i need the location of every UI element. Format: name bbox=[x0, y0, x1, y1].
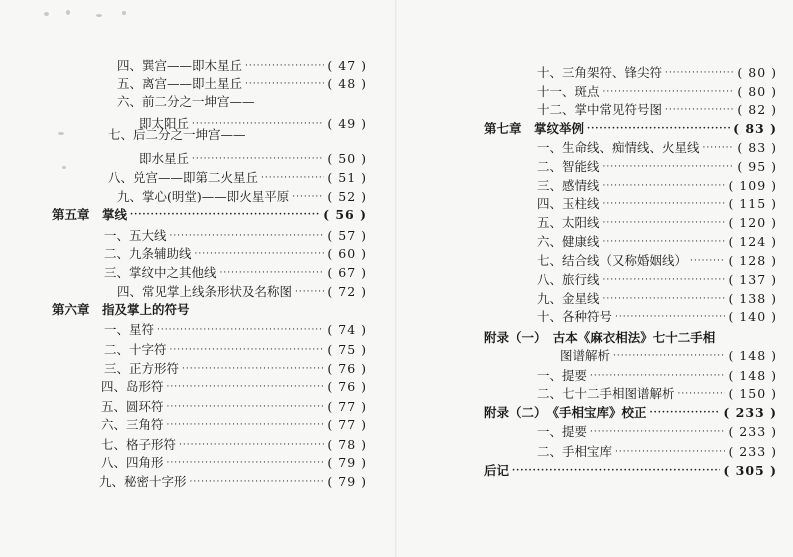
toc-entry-page: ( 137 ) bbox=[728, 272, 777, 287]
toc-entry-page: ( 77 ) bbox=[327, 417, 367, 432]
toc-chapter[interactable] bbox=[52, 299, 367, 321]
toc-entry-title: 附录（二） 《手相宝库》校正 bbox=[484, 405, 647, 420]
toc-entry-title: 第七章 掌纹举例 bbox=[484, 121, 585, 136]
toc-entry-title: 二、十字符 bbox=[104, 342, 167, 357]
toc-entry-title: 三、感情线 bbox=[537, 178, 600, 193]
leader-dots bbox=[157, 319, 324, 341]
toc-entry[interactable] bbox=[104, 319, 367, 341]
toc-entry-page: ( 72 ) bbox=[327, 284, 367, 299]
toc-entry-page: ( 49 ) bbox=[327, 116, 367, 131]
toc-entry-title: 七、结合线（又称婚姻线） bbox=[537, 253, 688, 268]
toc-entry-title: 一、星符 bbox=[104, 322, 155, 337]
leader-dots bbox=[512, 460, 720, 482]
toc-entry-page: ( 233 ) bbox=[728, 444, 777, 459]
scan-speck bbox=[96, 14, 102, 17]
toc-entry-page: ( 140 ) bbox=[728, 309, 777, 324]
toc-entry-title: 附录（一） 古本《麻衣相法》七十二手相 bbox=[484, 330, 716, 345]
toc-entry-title: 即水星丘 bbox=[139, 151, 190, 166]
toc-entry-title: 四、常见掌上线条形状及名称图 bbox=[117, 284, 293, 299]
toc-postscript[interactable] bbox=[484, 460, 777, 482]
toc-entry-title: 五、圆环符 bbox=[101, 399, 164, 414]
leader-dots bbox=[590, 421, 725, 443]
toc-entry-title: 二、手相宝库 bbox=[537, 444, 613, 459]
toc-entry[interactable] bbox=[560, 345, 777, 367]
toc-entry-title: 三、掌纹中之其他线 bbox=[104, 265, 217, 280]
toc-entry-page: ( 233 ) bbox=[728, 424, 777, 439]
toc-entry-title: 七、后二分之一坤宫—— bbox=[108, 127, 246, 142]
leader-dots bbox=[130, 204, 320, 226]
toc-entry-page: ( 77 ) bbox=[327, 399, 367, 414]
toc-entry-title: 二、九条辅助线 bbox=[104, 246, 192, 261]
toc-entry-page: ( 124 ) bbox=[728, 234, 777, 249]
toc-entry-title: 五、太阳线 bbox=[537, 215, 600, 230]
toc-entry-page: ( 148 ) bbox=[728, 348, 777, 363]
right-page bbox=[397, 0, 793, 557]
toc-entry-page: ( 74 ) bbox=[327, 322, 367, 337]
toc-entry-page: ( 67 ) bbox=[327, 265, 367, 280]
toc-entry-page: ( 56 ) bbox=[323, 207, 367, 222]
toc-entry-title: 一、提要 bbox=[537, 368, 588, 383]
toc-entry-title: 二、七十二手相图谱解析 bbox=[537, 386, 675, 401]
leader-dots bbox=[167, 414, 325, 436]
toc-entry-title: 第五章 掌线 bbox=[52, 207, 128, 222]
toc-entry-title: 四、巽宫——即木星丘 bbox=[117, 58, 243, 73]
toc-entry-title: 九、秘密十字形 bbox=[99, 474, 187, 489]
leader-dots bbox=[613, 345, 725, 367]
toc-entry-title: 十、各种符号 bbox=[537, 309, 613, 324]
toc-entry-title: 后记 bbox=[484, 463, 510, 478]
toc-entry-title: 四、玉柱线 bbox=[537, 196, 600, 211]
toc-entry-page: ( 109 ) bbox=[728, 178, 777, 193]
toc-entry-title: 九、掌心(明堂)——即火星平原 bbox=[117, 189, 290, 204]
toc-entry-page: ( 80 ) bbox=[737, 65, 777, 80]
scan-speck bbox=[62, 166, 66, 169]
toc-entry[interactable] bbox=[108, 124, 367, 146]
toc-entry[interactable] bbox=[101, 414, 367, 436]
toc-entry-page: ( 75 ) bbox=[327, 342, 367, 357]
toc-entry-page: ( 48 ) bbox=[327, 76, 367, 91]
toc-entry-page: ( 78 ) bbox=[327, 437, 367, 452]
toc-entry-title: 十、三角架符、锋尖符 bbox=[537, 65, 663, 80]
toc-entry-title: 一、五大线 bbox=[104, 228, 167, 243]
scan-speck bbox=[44, 12, 49, 16]
toc-entry-page: ( 60 ) bbox=[327, 246, 367, 261]
toc-entry-title: 三、正方形符 bbox=[104, 361, 180, 376]
toc-entry-title: 五、离宫——即土星丘 bbox=[117, 76, 243, 91]
toc-entry-page: ( 79 ) bbox=[327, 474, 367, 489]
toc-entry-page: ( 138 ) bbox=[728, 291, 777, 306]
toc-entry-title: 六、前二分之一坤宫—— bbox=[117, 94, 255, 109]
toc-entry-page: ( 83 ) bbox=[737, 140, 777, 155]
toc-entry-title: 六、三角符 bbox=[101, 417, 164, 432]
leader-dots bbox=[167, 376, 325, 398]
toc-entry-title: 即太阳丘 bbox=[139, 116, 190, 131]
toc-entry-title: 一、生命线、痴情线、火星线 bbox=[537, 140, 700, 155]
toc-entry-page: ( 76 ) bbox=[327, 361, 367, 376]
toc-entry-title: 二、智能线 bbox=[537, 159, 600, 174]
toc-entry[interactable] bbox=[537, 306, 777, 328]
toc-entry-title: 十一、斑点 bbox=[537, 84, 600, 99]
scan-speck bbox=[66, 10, 70, 15]
toc-entry[interactable] bbox=[117, 91, 367, 113]
toc-entry-title: 八、四角形 bbox=[101, 455, 164, 470]
toc-entry-title: 六、健康线 bbox=[537, 234, 600, 249]
leader-dots bbox=[615, 306, 725, 328]
leader-dots bbox=[190, 471, 325, 493]
toc-chapter[interactable] bbox=[52, 204, 367, 226]
toc-entry[interactable] bbox=[101, 376, 367, 398]
toc-entry-page: ( 120 ) bbox=[728, 215, 777, 230]
toc-entry-page: ( 128 ) bbox=[728, 253, 777, 268]
toc-entry-title: 四、岛形符 bbox=[101, 379, 164, 394]
toc-entry-page: ( 115 ) bbox=[728, 196, 777, 211]
toc-entry-page: ( 52 ) bbox=[327, 189, 367, 204]
toc-entry-page: ( 51 ) bbox=[327, 170, 367, 185]
toc-entry-title: 十二、掌中常见符号图 bbox=[537, 102, 663, 117]
toc-entry-page: ( 233 ) bbox=[723, 405, 777, 420]
toc-entry-title: 八、兑宫——即第二火星丘 bbox=[108, 170, 259, 185]
scan-speck bbox=[122, 11, 126, 15]
toc-entry[interactable] bbox=[99, 471, 367, 493]
toc-entry-page: ( 80 ) bbox=[737, 84, 777, 99]
toc-entry-page: ( 47 ) bbox=[327, 58, 367, 73]
toc-entry-title: 图谱解析 bbox=[560, 348, 611, 363]
toc-entry-page: ( 150 ) bbox=[728, 386, 777, 401]
scan-speck bbox=[58, 132, 64, 135]
toc-entry-page: ( 82 ) bbox=[737, 102, 777, 117]
toc-entry-page: ( 148 ) bbox=[728, 368, 777, 383]
toc-entry[interactable] bbox=[537, 421, 777, 443]
toc-entry-page: ( 79 ) bbox=[327, 455, 367, 470]
toc-entry-title: 第六章 指及掌上的符号 bbox=[52, 302, 190, 317]
left-page bbox=[0, 0, 396, 557]
toc-entry-page: ( 83 ) bbox=[733, 121, 777, 136]
toc-entry-page: ( 95 ) bbox=[737, 159, 777, 174]
toc-entry-title: 九、金星线 bbox=[537, 291, 600, 306]
toc-entry-page: ( 50 ) bbox=[327, 151, 367, 166]
toc-entry-title: 七、格子形符 bbox=[101, 437, 177, 452]
toc-entry-title: 八、旅行线 bbox=[537, 272, 600, 287]
toc-entry-page: ( 76 ) bbox=[327, 379, 367, 394]
toc-entry-title: 一、提要 bbox=[537, 424, 588, 439]
toc-entry-page: ( 57 ) bbox=[327, 228, 367, 243]
toc-entry-page: ( 305 ) bbox=[723, 463, 777, 478]
